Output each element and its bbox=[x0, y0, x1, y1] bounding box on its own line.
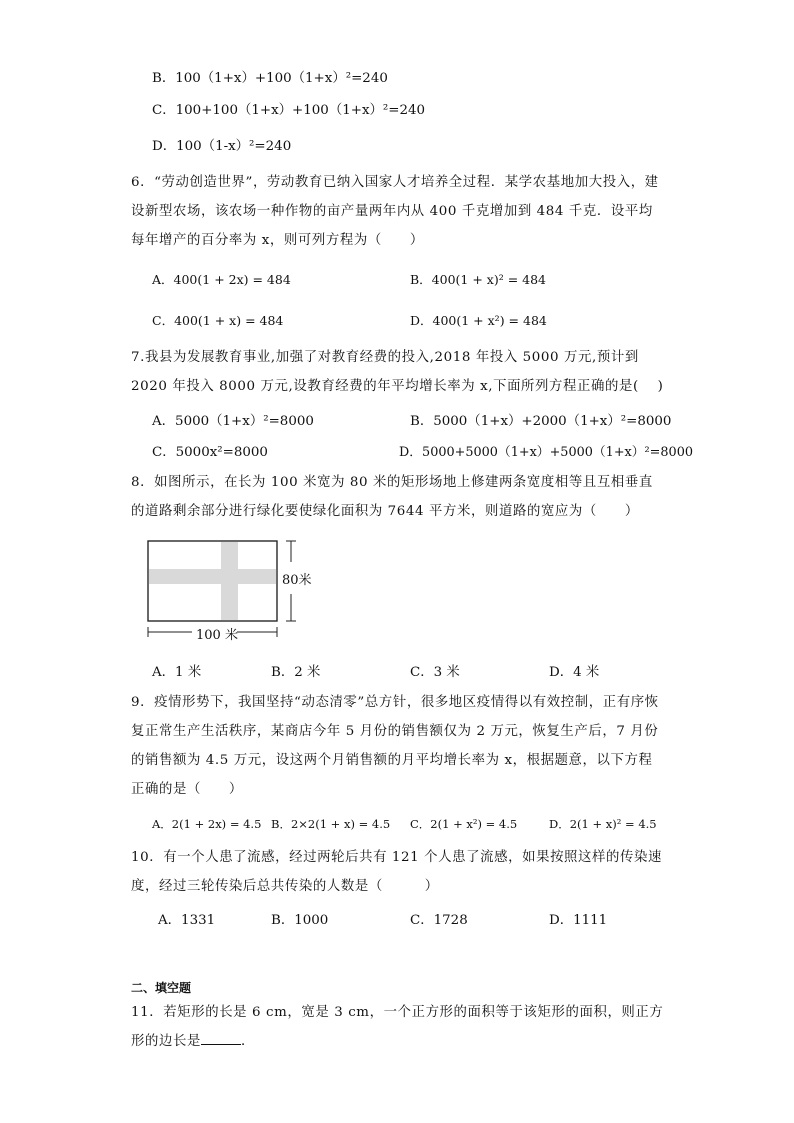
q10-option-d: D．1111 bbox=[549, 913, 608, 928]
q5-option-b: B．100（1+x）+100（1+x）²=240 bbox=[152, 71, 388, 86]
q7-option-b: B．5000（1+x）+2000（1+x）²=8000 bbox=[410, 414, 672, 429]
q9-stem: 9．疫情形势下，我国坚持“动态清零”总方针，很多地区疫情得以有效控制，正有序恢复正常生产生活秩序，某商店今年 5 月份的销售额仅为 2 万元，恢复生产后，7 月份的销售额为 4.5 万元，设这两个月销售额的月平均增长率为 x，根据题意，以下方程正确的是（ ） bbox=[131, 695, 659, 797]
q11-text: 11．若矩形的长是 6 cm，宽是 3 cm，一个正方形的面积等于该矩形的面积，则正方形的边长是 bbox=[131, 1005, 664, 1049]
vertical-road bbox=[221, 541, 238, 621]
q11-end: ． bbox=[240, 1034, 255, 1049]
horizontal-road bbox=[148, 569, 277, 584]
section-title-fill-in: 二、填空题 bbox=[131, 981, 192, 995]
q6-option-a: A．400(1 + 2x) = 484 bbox=[152, 272, 291, 287]
q7-option-a: A．5000（1+x）²=8000 bbox=[152, 414, 314, 429]
q10-option-a: A．1331 bbox=[158, 913, 216, 928]
answer-blank[interactable] bbox=[201, 1030, 241, 1045]
q6-option-b: B．400(1 + x)² = 484 bbox=[410, 272, 547, 287]
q10-option-b: B．1000 bbox=[271, 913, 329, 928]
width-label: 100 米 bbox=[196, 628, 238, 643]
q5-option-d: D．100（1-x）²=240 bbox=[152, 139, 292, 154]
q10-option-c: C．1728 bbox=[410, 913, 468, 928]
q8-option-b: B．2 米 bbox=[271, 665, 321, 680]
q8-option-a: A．1 米 bbox=[152, 665, 202, 680]
q9-option-a: A．2(1 + 2x) = 4.5 bbox=[152, 817, 262, 831]
q9-option-b: B．2×2(1 + x) = 4.5 bbox=[271, 817, 391, 831]
q11-stem bbox=[131, 998, 665, 1056]
road-rectangle-figure bbox=[142, 536, 317, 650]
q6-option-c: C．400(1 + x) = 484 bbox=[152, 313, 284, 328]
q8-stem: 8．如图所示，在长为 100 米宽为 80 米的矩形场地上修建两条宽度相等且互相垂直的道路剩余部分进行绿化要使绿化面积为 7644 平方米，则道路的宽应为（ ） bbox=[131, 475, 653, 519]
q10-stem: 10．有一个人患了流感，经过两轮后共有 121 个人患了流感，如果按照这样的传染速度，经过三轮传染后总共传染的人数是（ ） bbox=[131, 850, 662, 894]
q6-option-d: D．400(1 + x²) = 484 bbox=[410, 313, 547, 328]
q9-option-d: D．2(1 + x)² = 4.5 bbox=[549, 817, 657, 831]
q5-option-c: C．100+100（1+x）+100（1+x）²=240 bbox=[152, 103, 426, 118]
height-label: 80米 bbox=[282, 573, 312, 588]
q9-option-c: C．2(1 + x²) = 4.5 bbox=[410, 817, 518, 831]
q8-option-c: C．3 米 bbox=[410, 665, 460, 680]
q7-option-d: D．5000+5000（1+x）+5000（1+x）²=8000 bbox=[399, 445, 693, 460]
q6-stem: 6．“劳动创造世界”，劳动教育已纳入国家人才培养全过程．某学农基地加大投入，建设新型农场，该农场一种作物的亩产量两年内从 400 千克增加到 484 千克．设平均每年增产的百分率为 x，则可列方程为（ ） bbox=[131, 175, 659, 248]
q7-stem: 7.我县为发展教育事业,加强了对教育经费的投入,2018 年投入 5000 万元,预计到 2020 年投入 8000 万元,设教育经费的年平均增长率为 x,下面所列方程正确的是( ) bbox=[131, 350, 664, 394]
q7-option-c: C．5000x²=8000 bbox=[152, 445, 268, 460]
q8-option-d: D．4 米 bbox=[549, 665, 600, 680]
